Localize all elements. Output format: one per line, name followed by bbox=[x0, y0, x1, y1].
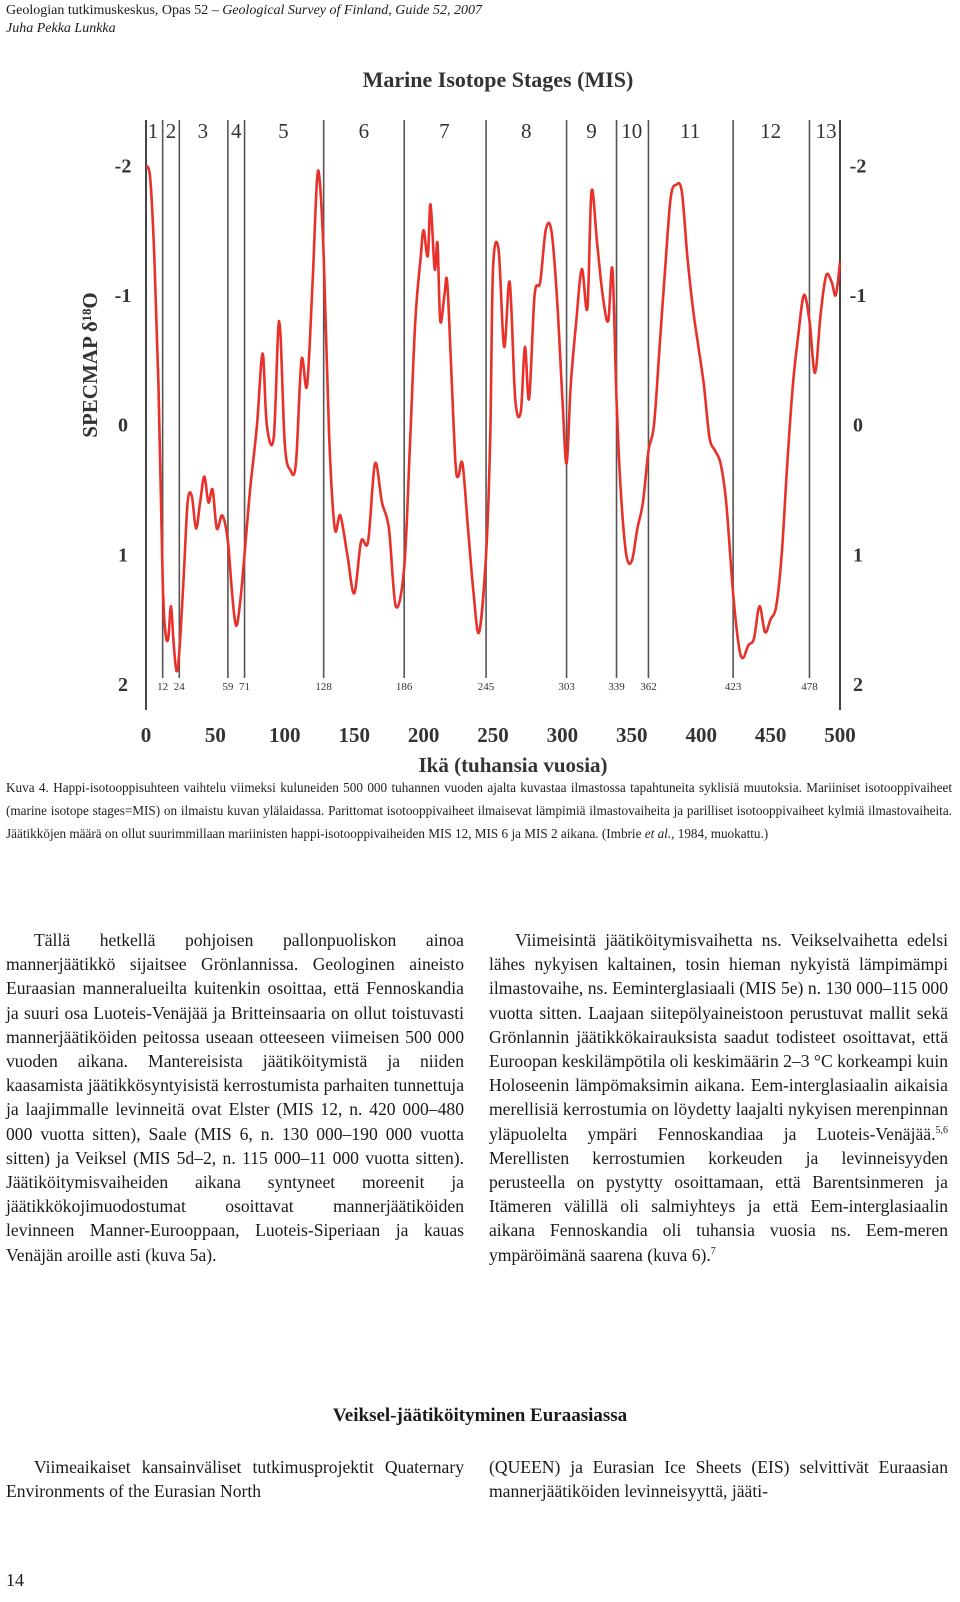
y-axis-label: SPECMAP δ¹⁸O bbox=[78, 292, 102, 438]
x-axis-label: Ikä (tuhansia vuosia) bbox=[418, 753, 608, 777]
header-series-fi: Geologian tutkimuskeskus, Opas 52 – bbox=[6, 3, 223, 18]
x-tick-label: 400 bbox=[685, 723, 717, 747]
y-tick-left: -1 bbox=[114, 285, 132, 308]
boundary-age-label: 128 bbox=[315, 681, 332, 693]
stage-label: 6 bbox=[358, 119, 370, 143]
section-heading: Veiksel-jäätiköityminen Euraasiassa bbox=[332, 1405, 628, 1426]
caption-text: Happi-isotooppisuhteen vaihtelu viimeksi kuluneiden 500 000 tuhannen vuoden ajalta kuvastaa ilmastossa tapahtuneita syklisiä muutoksia. Mariiniset isotooppivaiheet (marine isotope stages=MIS) on ilmaistu kuvan ylälaidassa. Parittomat isotooppivaiheet ilmaisevat lämpimiä ilmastovaiheita ja parilliset isotooppivaiheet kylmiä ilmastovaiheita. Jäätikköjen määrä on ollut suurimmillaan mariinisten happi-isotooppivaiheiden MIS 12, MIS 6 ja MIS 2 aikana. (Imbrie bbox=[6, 780, 952, 841]
series-line bbox=[146, 165, 840, 671]
stage-label: 7 bbox=[439, 119, 450, 143]
boundary-age-label: 478 bbox=[801, 681, 818, 693]
page-number: 14 bbox=[6, 1570, 24, 1590]
boundary-age-label: 24 bbox=[173, 681, 185, 693]
stage-label: 10 bbox=[621, 119, 643, 143]
boundary-age-label: 59 bbox=[222, 681, 234, 693]
y-tick-left: 2 bbox=[118, 674, 128, 697]
stage-label: 3 bbox=[197, 119, 209, 143]
x-tick-label: 100 bbox=[269, 723, 301, 747]
stage-label: 9 bbox=[586, 119, 597, 143]
chart-title: Marine Isotope Stages (MIS) bbox=[362, 67, 634, 92]
caption-et-al: et al. bbox=[644, 826, 672, 841]
boundary-age-label: 423 bbox=[724, 681, 742, 693]
x-tick-label: 350 bbox=[616, 723, 648, 747]
y-tick-right: 1 bbox=[853, 544, 863, 567]
boundary-age-label: 71 bbox=[239, 681, 251, 693]
y-tick-right: 0 bbox=[853, 414, 863, 437]
chart-labels bbox=[78, 67, 866, 777]
boundary-age-label: 245 bbox=[477, 681, 495, 693]
body-right-text-1: Viimeisintä jäätiköitymisvaihetta ns. Veikselvaihetta edelsi lähes nykyisen kaltainen, tosin hieman nykyistä lämpimämpi ilmastovaihe, ns. Eeminterglasiaali (MIS 5e) n. 130 000–115 000 vuotta sitten. Laajaan siitepölyaineistoon perustuvat mallit sekä Grönlannin jäätikkökairauksista saadut todisteet osoittavat, että Euroopan keskilämpötila oli keskimäärin 2–3 °C korkeampi kuin Holoseenin lämpömaksimin aikana. Eem-interglasiaalin aikaisia merellisiä kerrostumia on löydetty laajalti nykyisen merenpinnan yläpuolelta ympäri Fennoskandiaa ja Luoteis-Venäjää. bbox=[489, 930, 949, 1144]
x-tick-label: 0 bbox=[140, 723, 152, 747]
y-tick-left: -2 bbox=[114, 155, 132, 178]
x-tick-label: 450 bbox=[754, 723, 787, 747]
section-right-column: (QUEEN) ja Eurasian Ice Sheets (EIS) selvittivät Euraasian mannerjäätiköiden levinneisyyttä, jääti- bbox=[489, 1457, 948, 1502]
boundary-age-label: 186 bbox=[395, 681, 413, 693]
x-tick-label: 250 bbox=[477, 723, 509, 747]
header-author: Juha Pekka Lunkka bbox=[6, 21, 116, 36]
mis-chart bbox=[0, 40, 960, 780]
boundary-age-label: 303 bbox=[558, 681, 575, 693]
y-tick-left: 0 bbox=[118, 414, 128, 437]
stage-label: 2 bbox=[165, 119, 177, 143]
header-line-2 bbox=[6, 20, 482, 38]
stage-label: 4 bbox=[230, 119, 242, 143]
body-left-column: Tällä hetkellä pohjoisen pallonpuoliskon ainoa mannerjäätikkö sijaitsee Grönlannissa. Geologinen aineisto Euraasian manneralueilta kuitenkin osoittaa, että Fennoskandia ja suuri osa Luoteis-Venäjää ja Britteinsaaria on ollut toistuvasti mannerjäätiköiden peitossa useaan otteeseen viimeisen 500 000 vuoden aikana. Mantereisista jäätiköitymistä ja niiden kaasamista jäätikkösyntyisistä kerrostumista parhaiten tunnettuja ja laajimmalle levinneitä ovat Elster (MIS 12, n. 420 000–480 000 vuotta sitten), Saale (MIS 6, n. 130 000–190 000 vuotta sitten) ja Veiksel (MIS 5d–2, n. 115 000–11 000 vuotta sitten). Jäätiköitymisvaiheiden aikana syntyneet moreenit ja jäätikkökojimuodostumat osoittavat mannerjäätiköiden levinneen Manner-Eurooppaan, Luoteis-Siperiaan ja kauas Venäjän aroille asti (kuva 5a). bbox=[6, 930, 464, 1265]
reference-superscript: 5,6 bbox=[935, 1124, 948, 1136]
body-right-text-2: Merellisten kerrostumien korkeuden ja levinneisyyden perusteella on pystytty osoittamaan, että Barentsinmeren ja Itämeren välillä oli salmiyhteys ja että Eem-interglasiaalin aikana Fennoskandia oli tuhansia vuosia ns. Eem-meren ympäröimänä saarena (kuva 6). bbox=[489, 1147, 948, 1265]
y-tick-right: 2 bbox=[853, 674, 863, 697]
stage-label: 11 bbox=[679, 119, 701, 143]
boundary-age-label: 12 bbox=[157, 681, 169, 693]
reference-superscript: 7 bbox=[710, 1245, 716, 1257]
running-header bbox=[6, 2, 482, 38]
header-series-en: Geological Survey of Finland, Guide 52, 2007 bbox=[222, 3, 482, 18]
x-tick-label: 300 bbox=[546, 723, 579, 747]
y-tick-right: -2 bbox=[849, 155, 867, 178]
y-tick-left: 1 bbox=[118, 544, 128, 567]
section-left-column: Viimeaikaiset kansainväliset tutkimusprojektit Quaternary Environments of the Eurasian North bbox=[6, 1457, 464, 1502]
x-tick-label: 200 bbox=[407, 723, 440, 747]
caption-label: Kuva 4. bbox=[6, 780, 49, 795]
figure-caption bbox=[6, 776, 952, 845]
boundary-age-label: 362 bbox=[640, 681, 657, 693]
stage-label: 1 bbox=[147, 119, 159, 143]
x-tick-label: 500 bbox=[824, 723, 856, 747]
stage-label: 5 bbox=[278, 119, 289, 143]
y-tick-right: -1 bbox=[849, 285, 867, 308]
x-tick-label: 50 bbox=[204, 723, 226, 747]
stage-label: 8 bbox=[521, 119, 532, 143]
body-right-column bbox=[489, 928, 948, 1267]
stage-label: 12 bbox=[760, 119, 782, 143]
caption-text-end: , 1984, muokattu.) bbox=[671, 826, 769, 841]
stage-label: 13 bbox=[815, 119, 837, 143]
header-line-1 bbox=[6, 2, 482, 20]
boundary-age-label: 339 bbox=[608, 681, 625, 693]
x-tick-label: 150 bbox=[338, 723, 370, 747]
specmap-curve bbox=[146, 165, 840, 671]
